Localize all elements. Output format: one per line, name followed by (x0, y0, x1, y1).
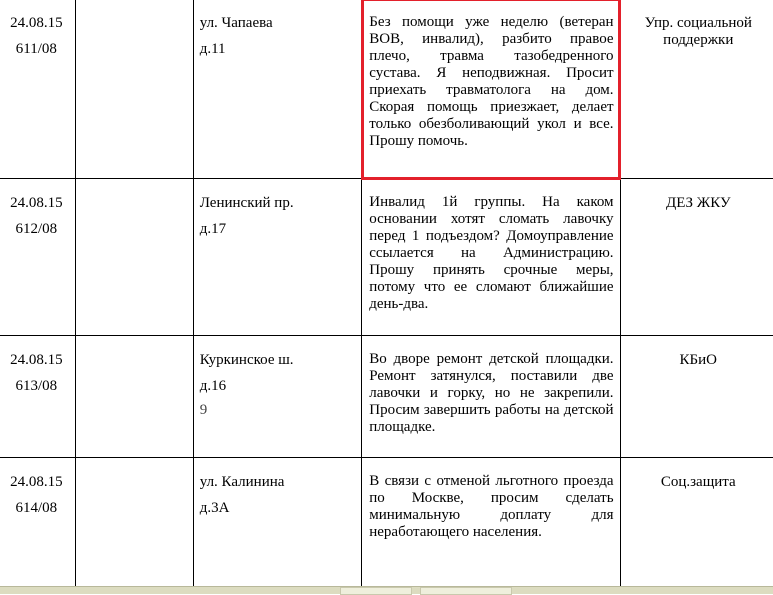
empty-cell (75, 179, 193, 336)
address-street: Ленинский пр. (199, 195, 294, 211)
table-row (0, 336, 773, 458)
empty-cell (75, 0, 193, 179)
appeal-text-cell (362, 336, 620, 458)
organization-cell (620, 336, 773, 458)
appeal-text: Во дворе ремонт детской площадки. Ремонт затянулся, поставили две лавочки и горку, но не закрепили. Просим завершить работы на детской площадке. (369, 351, 614, 435)
empty-cell (75, 336, 193, 458)
organization-name: КБиО (679, 352, 718, 368)
table-row (0, 179, 773, 336)
appeal-number: 611/08 (15, 41, 57, 57)
date-cell (0, 0, 75, 179)
address-house: д.17 (199, 221, 227, 237)
appeal-text-cell-highlighted (362, 0, 620, 179)
table-row (0, 458, 773, 590)
appeal-text: Инвалид 1й группы. На каком основании хотят сломать лавочку перед 1 подъездом? Домоуправление ссылается на Администрацию. Прошу принять срочные меры, потому что ее сломают ближайшие день-два. (369, 194, 614, 312)
bottom-strip-tab[interactable] (420, 587, 512, 595)
organization-name: Соц.защита (660, 474, 736, 490)
organization-cell (620, 458, 773, 590)
appeal-date: 24.08.15 (10, 195, 63, 211)
organization-name: ДЕЗ ЖКУ (665, 195, 731, 211)
date-cell (0, 179, 75, 336)
appeal-text-cell (362, 458, 620, 590)
bottom-strip-tab[interactable] (340, 587, 412, 595)
address-cell (193, 336, 362, 458)
date-cell (0, 458, 75, 590)
address-street: Куркинское ш. (199, 352, 294, 368)
appeal-number: 612/08 (15, 221, 58, 237)
appeal-text: Без помощи уже неделю (ветеран ВОВ, инвалид), разбито правое плечо, травма тазобедренного сустава. Я неподвижная. Просит приехать травматолога на дом. Скорая помощь приезжает, делает только обезболивающий укол и все. Прошу помочь. (369, 14, 614, 149)
organization-name: Упр. социальной поддержки (644, 15, 752, 48)
appeal-number: 614/08 (15, 500, 58, 516)
appeal-text: В связи с отменой льготного проезда по Москве, просим сделать минимальную доплату для неработающего населения. (369, 473, 614, 540)
address-extra: 9 (199, 402, 208, 418)
organization-cell (620, 179, 773, 336)
organization-cell (620, 0, 773, 179)
address-house: д.11 (199, 41, 226, 57)
appeal-date: 24.08.15 (10, 474, 63, 490)
appeal-date: 24.08.15 (10, 352, 63, 368)
date-cell (0, 336, 75, 458)
address-cell (193, 458, 362, 590)
address-street: ул. Чапаева (199, 15, 273, 31)
table-row (0, 0, 773, 179)
address-cell (193, 179, 362, 336)
address-cell (193, 0, 362, 179)
appeal-date: 24.08.15 (10, 15, 63, 31)
appeal-number: 613/08 (15, 378, 58, 394)
empty-cell (75, 458, 193, 590)
address-house: д.3А (199, 500, 230, 516)
appeal-text-cell (362, 179, 620, 336)
address-street: ул. Калинина (199, 474, 285, 490)
address-house: д.16 (199, 378, 227, 394)
